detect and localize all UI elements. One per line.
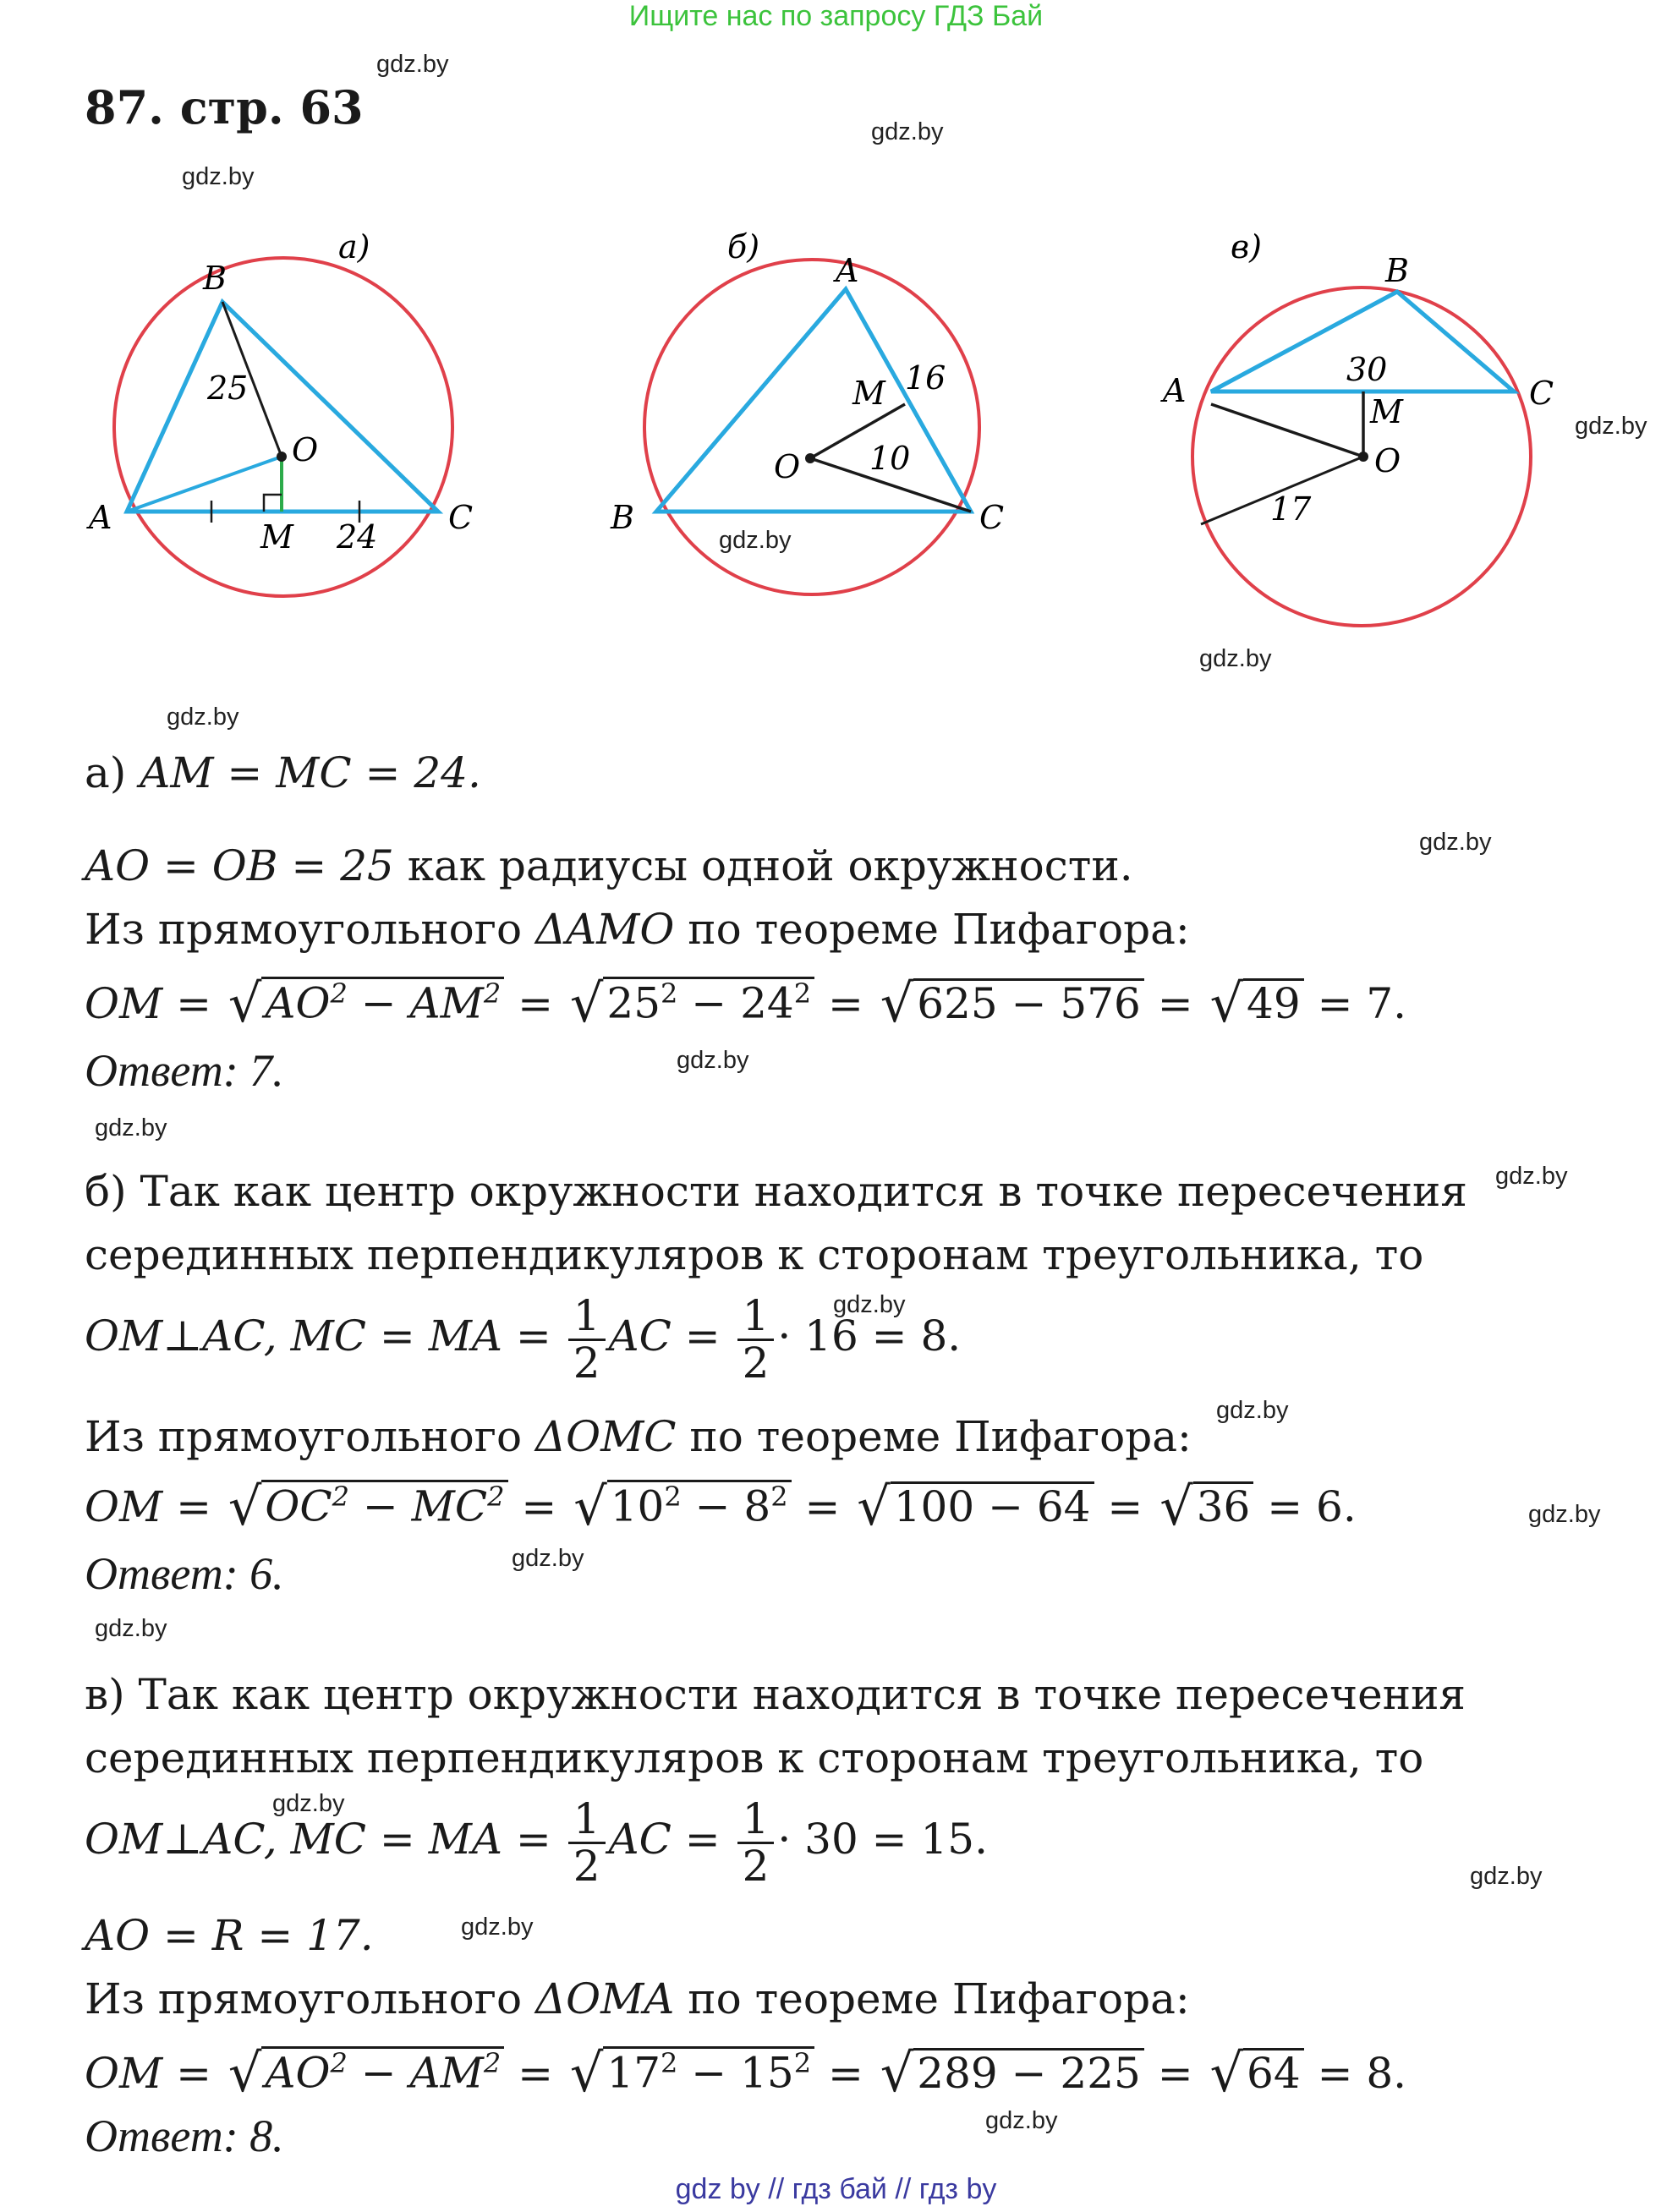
watermark: gdz.by — [1528, 1501, 1601, 1528]
label-A: A — [89, 499, 112, 536]
problem-heading: 87. стр. 63 — [85, 80, 364, 134]
watermark: gdz.by — [985, 2107, 1058, 2134]
watermark: gdz.by — [95, 1615, 167, 1642]
a-answer: Ответ: 7. — [85, 1045, 284, 1096]
label-M-c: M — [1370, 393, 1403, 430]
watermark: gdz.by — [719, 527, 792, 554]
a-line-1: а) AM = MC = 24. — [85, 748, 481, 797]
a-line-4-formula: OM = $√AO^2 - AM^2 = √25^2 - 24^2 = √625 - 576 = √49 = 7$. — [85, 972, 1407, 1034]
fig-a-label: а) — [338, 228, 370, 266]
watermark: gdz.by — [871, 118, 944, 145]
label-17: 17 — [1270, 490, 1312, 528]
label-16: 16 — [905, 359, 946, 397]
b-line-3-formula: OM⊥AC, MC = MA = $\frac{1}{2}$ AC = $\frac{1}{2}$ · 16 = 8. — [85, 1291, 962, 1388]
label-25: 25 — [207, 370, 249, 407]
c-line-4: AO = R = 17. — [85, 1911, 374, 1960]
watermark: gdz.by — [1495, 1163, 1568, 1190]
fig-b-label: б) — [727, 228, 760, 266]
a-line-3: Из прямоугольного ΔAMO по теореме Пифагора: — [85, 905, 1190, 954]
watermark: gdz.by — [512, 1545, 584, 1572]
point-O — [277, 452, 287, 462]
top-banner[interactable]: Ищите нас по запросу ГДЗ Бай — [628, 0, 1044, 32]
label-B-c: B — [1385, 252, 1409, 289]
watermark: gdz.by — [1199, 645, 1272, 672]
watermark: gdz.by — [1419, 829, 1492, 856]
label-24: 24 — [337, 518, 378, 556]
label-10: 10 — [869, 440, 911, 477]
watermark: gdz.by — [376, 51, 449, 78]
b-line-2: серединных перпендикуляров к сторонам треугольника, то — [85, 1230, 1424, 1279]
c-line-1: в) Так как центр окружности находится в точке пересечения — [85, 1670, 1466, 1719]
triangle-b — [656, 289, 971, 512]
label-A-b: A — [836, 252, 859, 289]
label-B: B — [203, 260, 227, 297]
right-angle-mark — [264, 495, 282, 512]
circle-b — [644, 260, 979, 594]
watermark: gdz.by — [167, 704, 239, 731]
figure-a — [86, 228, 473, 596]
b-line-4: Из прямоугольного ΔOMC по теореме Пифагора: — [85, 1412, 1192, 1461]
label-O: O — [292, 431, 319, 468]
watermark: gdz.by — [95, 1114, 167, 1142]
label-C: C — [448, 499, 474, 536]
label-C-c: C — [1529, 375, 1554, 412]
segment-AO-c — [1211, 404, 1363, 457]
label-M: M — [260, 518, 293, 556]
b-answer: Ответ: 6. — [85, 1548, 284, 1599]
c-line-2: серединных перпендикуляров к сторонам треугольника, то — [85, 1733, 1424, 1782]
b-line-1: б) Так как центр окружности находится в точке пересечения — [85, 1167, 1467, 1216]
watermark: gdz.by — [677, 1047, 749, 1074]
watermark: gdz.by — [182, 163, 255, 190]
point-O-c — [1358, 452, 1368, 462]
a-line-2: AO = OB = 25 как радиусы одной окружности. — [85, 841, 1133, 890]
figure-c — [1160, 228, 1554, 626]
watermark: gdz.by — [272, 1790, 345, 1817]
c-line-6-formula: OM = $√AO^2 - AM^2 = √17^2 - 15^2 = √289 - 225 = √64 = 8$. — [85, 2042, 1407, 2104]
point-O-b — [805, 453, 815, 463]
watermark: gdz.by — [461, 1914, 534, 1941]
label-O-c: O — [1374, 442, 1401, 479]
figure-b — [610, 228, 1004, 594]
label-C-b: C — [979, 499, 1005, 536]
label-A-c: A — [1163, 372, 1187, 409]
bottom-banner[interactable]: gdz by // гдз бай // гдз by — [675, 2173, 997, 2205]
c-line-3-formula: OM⊥AC, MC = MA = $\frac{1}{2}$ AC = $\frac{1}{2}$ · 30 = 15. — [85, 1794, 988, 1891]
watermark: gdz.by — [1575, 413, 1647, 440]
label-M-b: M — [852, 375, 885, 412]
watermark: gdz.by — [1470, 1863, 1543, 1890]
label-30: 30 — [1346, 351, 1388, 388]
label-O-b: O — [774, 448, 801, 485]
c-line-5: Из прямоугольного ΔOMA по теореме Пифагора: — [85, 1974, 1190, 2023]
figures-diagram — [0, 220, 1672, 693]
b-line-5-formula: OM = $√OC^2 - MC^2 = √10^2 - 8^2 = √100 - 64 = √36 = 6$. — [85, 1476, 1357, 1537]
watermark: gdz.by — [1216, 1397, 1289, 1424]
fig-c-label: в) — [1231, 228, 1262, 266]
c-answer: Ответ: 8. — [85, 2111, 284, 2161]
watermark: gdz.by — [833, 1291, 906, 1318]
label-B-b: B — [611, 499, 634, 536]
